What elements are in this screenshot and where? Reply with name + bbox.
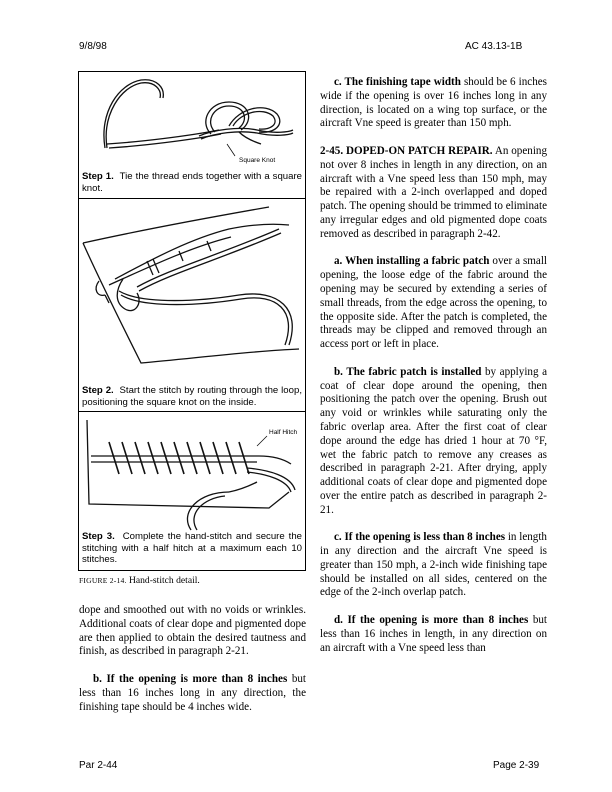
left-para-b-text: but less than 16 inches long in any direction, the finishing tape should be 4 inches wide. xyxy=(79,672,306,713)
footer-page-number: Page 2-39 xyxy=(493,760,540,771)
step-3-label: Step 3. xyxy=(82,531,115,542)
figure-2-14 xyxy=(78,71,306,571)
square-knot-callout: Square Knot xyxy=(239,157,276,164)
right-para-b xyxy=(320,366,547,518)
figure-caption-label: FIGURE 2-14. xyxy=(79,576,127,585)
step-3-caption xyxy=(82,531,302,566)
figure-caption-text: Hand-stitch detail. xyxy=(128,575,200,586)
step-2-panel xyxy=(79,199,305,412)
figure-caption xyxy=(79,575,200,586)
right-para-a-label: a. When installing a fabric patch xyxy=(334,255,490,268)
right-para-c-label: c. The finishing tape width xyxy=(334,76,461,88)
stitch-routing-illustration xyxy=(79,199,305,379)
step-2-text: Start the stitch by routing through the loop, positioning the square knot on the inside. xyxy=(82,385,302,408)
left-column xyxy=(79,604,306,714)
right-column xyxy=(320,76,547,655)
half-hitch-illustration xyxy=(79,412,305,532)
header-doc-id: AC 43.13-1B xyxy=(465,41,523,52)
step-2-label: Step 2. xyxy=(82,385,114,396)
left-continuation-paragraph: dope and smoothed out with no voids or wrinkles. Additional coats of clear dope and pigmented dope are then applied to obtain the desired tautness and finish, as described in paragraph 2-21. xyxy=(79,604,306,658)
right-para-c2 xyxy=(320,531,547,600)
right-para-b-text: by applying a coat of clear dope around the opening, then positioning the patch over the opening. Brush out any void or wrinkles while saturating only the fabric overlap area. After the first coat of clear dope around the edge has dried 1 hour at 70 °F, wet the fabric patch to remove any creases as described in paragraph 2-21. After drying, apply additional coats of clear dope and pigmented dope over the entire patch as described in paragraph 2-21. xyxy=(320,365,547,516)
step-2-caption xyxy=(82,385,302,408)
right-para-d-label: d. If the opening is more than 8 inches xyxy=(334,614,529,627)
section-2-45 xyxy=(320,145,547,242)
step-1-caption xyxy=(82,171,302,194)
right-para-c xyxy=(320,76,547,131)
step-3-panel xyxy=(79,412,305,570)
footer-paragraph-ref: Par 2-44 xyxy=(79,760,118,771)
step-1-panel xyxy=(79,72,305,199)
section-heading: 2-45. DOPED-ON PATCH REPAIR. xyxy=(320,144,493,157)
header-date: 9/8/98 xyxy=(79,41,107,52)
right-para-a xyxy=(320,255,547,352)
step-3-text: Complete the hand-stitch and secure the stitching with a half hitch at a maximum each 10 stitches. xyxy=(82,531,302,566)
right-para-d-text: but less than 16 inches in length, in any direction on an aircraft with a Vne speed less than xyxy=(320,614,547,654)
step-1-text: Tie the thread ends together with a square knot. xyxy=(82,171,302,194)
right-para-d xyxy=(320,614,547,655)
right-para-b-label: b. The fabric patch is installed xyxy=(334,365,482,378)
left-para-b xyxy=(79,673,306,714)
left-para-b-label: b. If the opening is more than 8 inches xyxy=(93,672,288,685)
section-text: An opening not over 8 inches in length in any direction, on an aircraft with a Vne speed less than 150 mph, may be repaired with a 2-inch overlapped and doped patch. The opening should be trimmed to eliminate any irregular edges and old pigmented dope coats removed as described in paragraph 2-42. xyxy=(320,144,548,240)
square-knot-illustration xyxy=(79,72,305,168)
half-hitch-callout: Half Hitch xyxy=(269,429,298,436)
step-1-label: Step 1. xyxy=(82,171,114,182)
right-para-c2-text: in length in any direction and the aircraft Vne speed is greater than 150 mph, a 2-inch wide finishing tape should be installed on all sides, centered on the edge of the 2-inch overlap patch. xyxy=(320,531,547,599)
right-para-c-text: should be 6 inches wide if the opening is over 16 inches long in any direction, is located on a wing top surface, or the aircraft Vne speed is greater than 150 mph. xyxy=(320,76,547,130)
right-para-c2-label: c. If the opening is less than 8 inches xyxy=(334,531,506,544)
right-para-a-text: over a small opening, the loose edge of the fabric around the opening may be secured by extending a series of small threads, from the edge across the opening, to the opposite side. After the patch is completed, the threads may be clipped and removed through an access port or left in place. xyxy=(320,255,548,351)
